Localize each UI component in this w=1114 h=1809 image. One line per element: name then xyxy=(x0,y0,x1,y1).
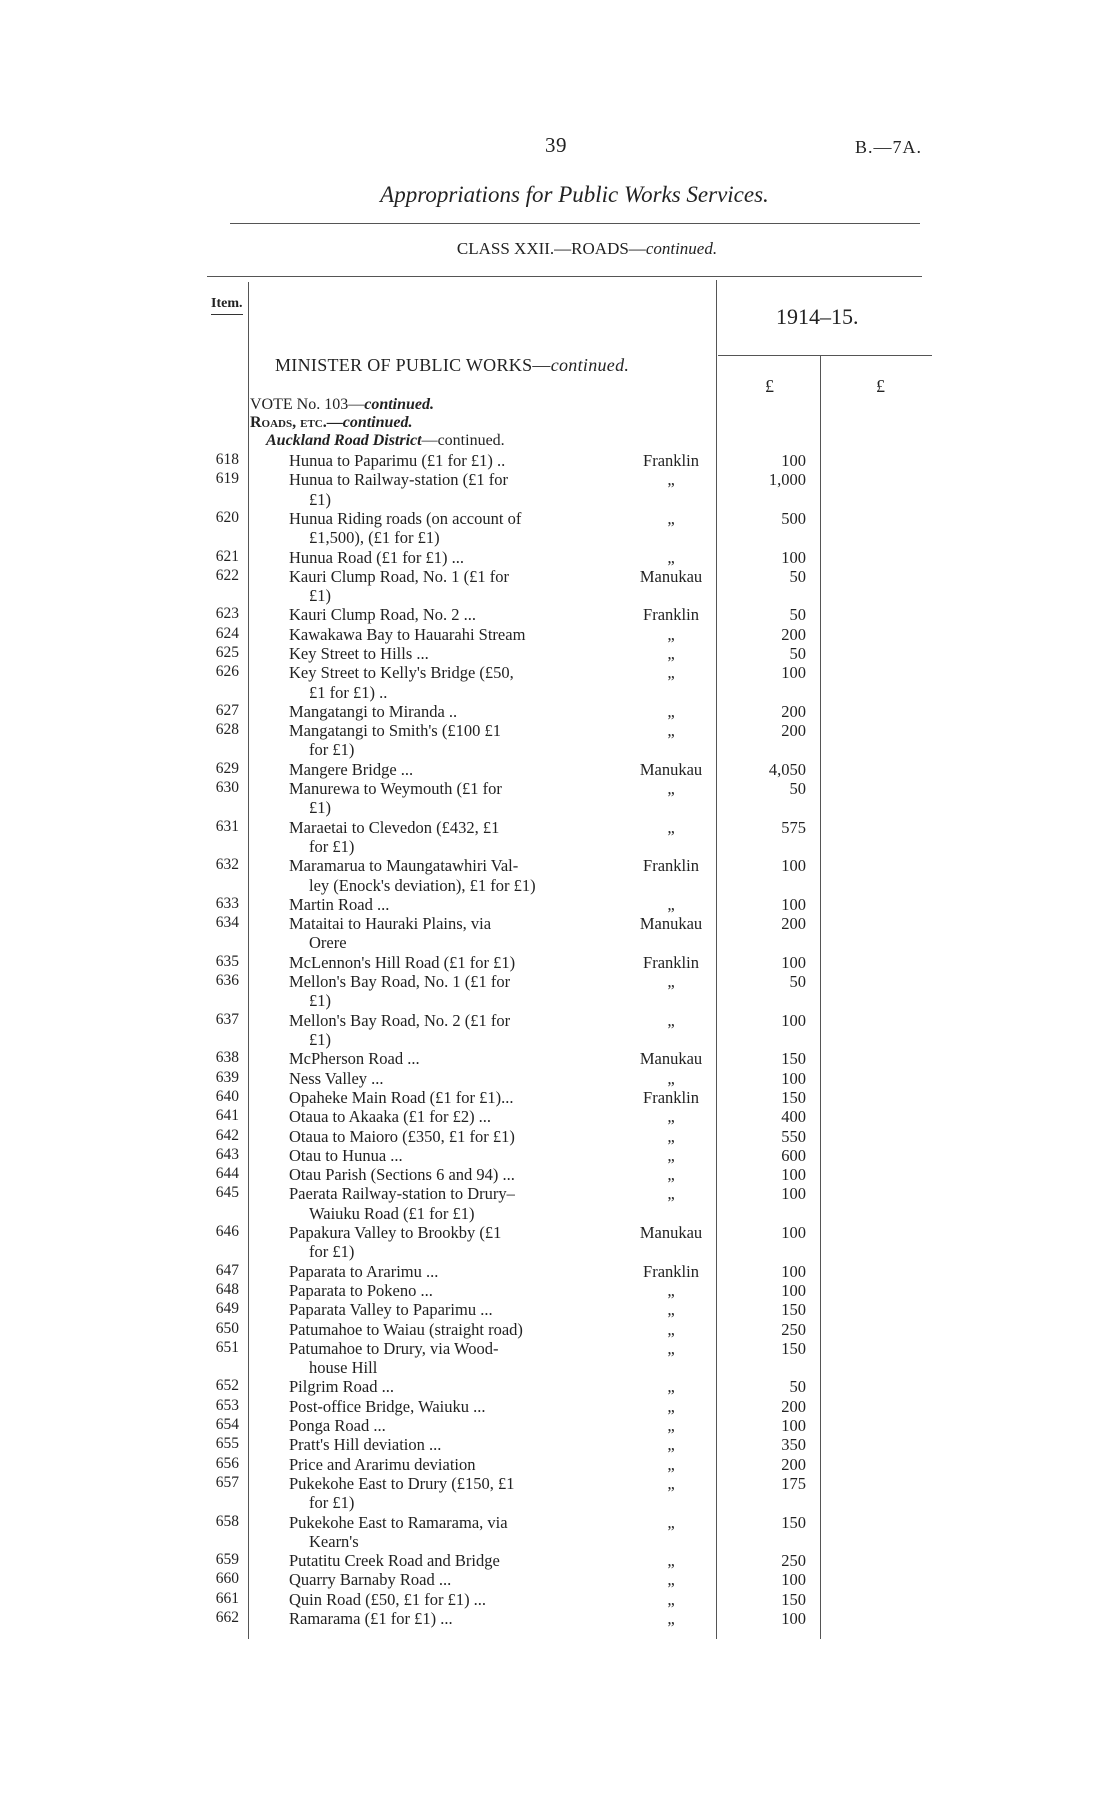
item-number: 658 xyxy=(215,1512,239,1530)
road-description xyxy=(289,1300,584,1319)
item-number: 634 xyxy=(215,914,239,932)
description-line-1: Kauri Clump Road, No. 1 (£1 for xyxy=(289,566,509,586)
district-name: „ xyxy=(667,1068,675,1088)
description-line-1: Kauri Clump Road, No. 2 ... xyxy=(289,605,476,625)
road-description xyxy=(289,1320,584,1339)
district-name: „ xyxy=(667,701,675,721)
item-number: 652 xyxy=(215,1377,239,1395)
district-name: „ xyxy=(667,663,675,683)
road-description xyxy=(289,1184,584,1223)
amount-value: 100 xyxy=(781,894,806,914)
description-line-1: Pukekohe East to Ramarama, via xyxy=(289,1512,508,1532)
description-line-1: Martin Road ... xyxy=(289,894,390,914)
amount-value: 150 xyxy=(781,1589,806,1609)
item-number: 632 xyxy=(215,856,239,874)
amount-value: 575 xyxy=(781,817,806,837)
district-heading-main: Auckland Road District xyxy=(266,432,422,449)
description-line-2: for £1) xyxy=(309,1242,355,1262)
amount-column-divider xyxy=(820,355,821,1639)
amount-value: 100 xyxy=(781,952,806,972)
road-description xyxy=(289,1339,584,1378)
road-description xyxy=(289,702,584,721)
description-line-1: Pratt's Hill deviation ... xyxy=(289,1435,442,1455)
description-line-1: Paparata Valley to Paparimu ... xyxy=(289,1300,493,1320)
road-description xyxy=(289,972,584,1011)
amount-value: 50 xyxy=(789,605,806,625)
item-column-divider xyxy=(248,282,249,1639)
item-number: 642 xyxy=(215,1126,239,1144)
district-name: Manukau xyxy=(639,566,703,586)
district-name: „ xyxy=(667,1300,675,1320)
item-number: 637 xyxy=(215,1010,239,1028)
item-number: 648 xyxy=(215,1280,239,1298)
description-line-1: McPherson Road ... xyxy=(289,1049,420,1069)
item-number: 660 xyxy=(215,1570,239,1588)
currency-symbol-2: £ xyxy=(876,376,885,396)
district-name: „ xyxy=(667,508,675,528)
item-number: 661 xyxy=(215,1589,239,1607)
description-line-1: Mataitai to Hauraki Plains, via xyxy=(289,914,492,934)
class-heading xyxy=(0,239,1114,259)
district-name: „ xyxy=(667,470,675,490)
amount-value: 50 xyxy=(789,1377,806,1397)
description-line-1: Mangatangi to Smith's (£100 £1 xyxy=(289,721,501,741)
roads-heading xyxy=(250,414,413,432)
district-name: „ xyxy=(667,1473,675,1493)
road-description xyxy=(289,1069,584,1088)
description-line-1: Opaheke Main Road (£1 for £1)... xyxy=(289,1087,514,1107)
year-rule xyxy=(718,355,932,356)
amount-value: 50 xyxy=(789,566,806,586)
road-description xyxy=(289,953,584,972)
item-number: 635 xyxy=(215,952,239,970)
road-description xyxy=(289,1397,584,1416)
description-line-1: McLennon's Hill Road (£1 for £1) xyxy=(289,952,516,972)
road-description xyxy=(289,470,584,509)
roads-heading-suffix: continued. xyxy=(342,414,413,431)
amount-value: 1,000 xyxy=(768,470,806,490)
item-number: 629 xyxy=(215,759,239,777)
district-name: Franklin xyxy=(643,952,699,972)
district-name: „ xyxy=(667,779,675,799)
description-line-1: Quarry Barnaby Road ... xyxy=(289,1570,452,1590)
item-number: 640 xyxy=(215,1087,239,1105)
road-description xyxy=(289,1088,584,1107)
description-line-1: Kawakawa Bay to Hauarahi Stream xyxy=(289,624,526,644)
road-description xyxy=(289,1513,584,1552)
minister-heading xyxy=(275,355,629,376)
district-name: „ xyxy=(667,817,675,837)
description-line-2: £1) xyxy=(309,586,331,606)
road-description xyxy=(289,1281,584,1300)
road-description xyxy=(289,1416,584,1435)
item-number: 630 xyxy=(215,779,239,797)
district-name: „ xyxy=(667,1145,675,1165)
item-number: 659 xyxy=(215,1551,239,1569)
description-line-2: £1 for £1) .. xyxy=(309,682,388,702)
item-number: 641 xyxy=(215,1107,239,1125)
road-description xyxy=(289,1011,584,1050)
district-name: „ xyxy=(667,1010,675,1030)
district-name: Manukau xyxy=(639,1049,703,1069)
road-description xyxy=(289,1262,584,1281)
district-name: Franklin xyxy=(643,605,699,625)
amount-value: 150 xyxy=(781,1338,806,1358)
description-line-2: £1) xyxy=(309,489,331,509)
item-number: 657 xyxy=(215,1473,239,1491)
description-line-1: Mangatangi to Miranda .. xyxy=(289,701,458,721)
description-line-1: Maramarua to Maungatawhiri Val- xyxy=(289,856,519,876)
road-description xyxy=(289,818,584,857)
road-description xyxy=(289,856,584,895)
road-description xyxy=(289,644,584,663)
district-name: Manukau xyxy=(639,914,703,934)
district-name: „ xyxy=(667,644,675,663)
description-line-1: Quin Road (£50, £1 for £1) ... xyxy=(289,1589,487,1609)
item-number: 631 xyxy=(215,817,239,835)
district-name: „ xyxy=(667,547,675,567)
item-number: 646 xyxy=(215,1223,239,1240)
district-heading-suffix: —continued. xyxy=(421,432,505,449)
district-name: „ xyxy=(667,1551,675,1571)
amount-value: 200 xyxy=(781,624,806,644)
item-number: 618 xyxy=(215,451,239,468)
amount-value: 100 xyxy=(781,1010,806,1030)
item-number: 623 xyxy=(215,605,239,623)
paper-reference: B.—7A. xyxy=(855,137,923,157)
amount-value: 4,050 xyxy=(768,759,806,779)
currency-symbol-1: £ xyxy=(765,376,774,396)
item-number: 643 xyxy=(215,1145,239,1163)
item-number: 654 xyxy=(215,1416,239,1433)
description-line-2: Kearn's xyxy=(309,1531,359,1551)
class-heading-suffix: continued. xyxy=(645,239,718,258)
description-line-1: Otaua to Akaaka (£1 for £2) ... xyxy=(289,1107,492,1127)
amount-value: 100 xyxy=(781,663,806,683)
description-line-1: Manurewa to Weymouth (£1 for xyxy=(289,779,502,799)
district-name: „ xyxy=(667,1338,675,1358)
item-number: 650 xyxy=(215,1319,239,1337)
description-line-1: Hunua Riding roads (on account of xyxy=(289,508,522,528)
description-line-2: for £1) xyxy=(309,1493,355,1513)
amount-value: 200 xyxy=(781,1454,806,1474)
table-top-rule xyxy=(207,276,922,277)
minister-heading-main: MINISTER OF PUBLIC WORKS— xyxy=(275,355,551,375)
amount-value: 400 xyxy=(781,1107,806,1127)
item-number: 625 xyxy=(215,644,239,661)
amount-value: 100 xyxy=(781,1609,806,1628)
item-number: 628 xyxy=(215,721,239,739)
road-description xyxy=(289,451,584,470)
amount-value: 100 xyxy=(781,1570,806,1590)
item-number: 662 xyxy=(215,1609,239,1626)
description-line-2: £1) xyxy=(309,991,331,1011)
amount-value: 200 xyxy=(781,1396,806,1416)
item-number: 649 xyxy=(215,1300,239,1318)
road-description xyxy=(289,1435,584,1454)
amount-value: 100 xyxy=(781,1223,806,1242)
description-line-2: for £1) xyxy=(309,740,355,760)
item-number: 645 xyxy=(215,1184,239,1202)
amount-value: 100 xyxy=(781,1416,806,1435)
district-name: „ xyxy=(667,624,675,644)
item-number: 627 xyxy=(215,701,239,719)
road-description xyxy=(289,1107,584,1126)
amount-value: 150 xyxy=(781,1087,806,1107)
district-heading xyxy=(266,432,505,450)
description-line-2: £1) xyxy=(309,798,331,818)
item-number: 626 xyxy=(215,663,239,681)
description-line-1: Key Street to Kelly's Bridge (£50, xyxy=(289,663,514,683)
district-name: „ xyxy=(667,1396,675,1416)
description-line-1: Hunua to Railway-station (£1 for xyxy=(289,470,509,490)
year-column-header: 1914–15. xyxy=(776,304,859,329)
item-number: 619 xyxy=(215,470,239,488)
description-line-1: Price and Ararimu deviation xyxy=(289,1454,476,1474)
amount-value: 100 xyxy=(781,1068,806,1088)
amount-value: 100 xyxy=(781,1165,806,1185)
district-name: „ xyxy=(667,721,675,741)
amount-value: 175 xyxy=(781,1473,806,1493)
district-name: Franklin xyxy=(643,1261,699,1281)
description-line-1: Mangere Bridge ... xyxy=(289,759,414,779)
district-name: „ xyxy=(667,1319,675,1339)
description-line-2: £1) xyxy=(309,1029,331,1049)
description-line-1: Paerata Railway-station to Drury– xyxy=(289,1184,515,1204)
road-description xyxy=(289,760,584,779)
district-name: Franklin xyxy=(643,451,699,470)
description-line-1: Pukekohe East to Drury (£150, £1 xyxy=(289,1473,515,1493)
road-description xyxy=(289,567,584,606)
amount-value: 200 xyxy=(781,721,806,741)
road-description xyxy=(289,1223,584,1262)
amount-value: 350 xyxy=(781,1435,806,1455)
vote-heading xyxy=(250,396,434,414)
amount-value: 100 xyxy=(781,856,806,876)
amount-value: 100 xyxy=(781,1184,806,1204)
description-line-2: £1,500), (£1 for £1) xyxy=(309,528,440,548)
district-name: „ xyxy=(667,1107,675,1127)
amount-value: 150 xyxy=(781,1300,806,1320)
description-line-2: Waiuku Road (£1 for £1) xyxy=(309,1203,475,1223)
road-description xyxy=(289,625,584,644)
description-line-1: Key Street to Hills ... xyxy=(289,644,429,663)
district-name: „ xyxy=(667,972,675,992)
district-name: „ xyxy=(667,1589,675,1609)
item-number: 638 xyxy=(215,1049,239,1067)
district-name: Franklin xyxy=(643,1087,699,1107)
page-title: Appropriations for Public Works Services. xyxy=(380,182,769,207)
district-name: „ xyxy=(667,1165,675,1185)
road-description xyxy=(289,509,584,548)
road-description xyxy=(289,895,584,914)
description-line-1: Mellon's Bay Road, No. 1 (£1 for xyxy=(289,972,511,992)
amount-value: 250 xyxy=(781,1319,806,1339)
amount-value: 200 xyxy=(781,914,806,934)
item-number: 639 xyxy=(215,1068,239,1086)
district-name: Franklin xyxy=(643,856,699,876)
amount-value: 500 xyxy=(781,508,806,528)
road-description xyxy=(289,1146,584,1165)
description-line-1: Otaua to Maioro (£350, £1 for £1) xyxy=(289,1126,515,1146)
vote-heading-suffix: continued. xyxy=(364,396,435,413)
amount-value: 100 xyxy=(781,547,806,567)
district-name: Manukau xyxy=(639,1223,703,1242)
item-number: 653 xyxy=(215,1396,239,1414)
amount-value: 550 xyxy=(781,1126,806,1146)
district-name: „ xyxy=(667,1377,675,1397)
description-line-1: Putatitu Creek Road and Bridge xyxy=(289,1551,500,1571)
road-description xyxy=(289,1590,584,1609)
road-description xyxy=(289,1127,584,1146)
item-number: 636 xyxy=(215,972,239,990)
minister-heading-suffix: continued. xyxy=(550,355,630,375)
district-name: „ xyxy=(667,1454,675,1474)
road-description xyxy=(289,548,584,567)
district-name: „ xyxy=(667,1609,675,1628)
road-description xyxy=(289,1377,584,1396)
amount-value: 150 xyxy=(781,1049,806,1069)
district-name: „ xyxy=(667,1184,675,1204)
page-number: 39 xyxy=(545,133,567,157)
item-number: 655 xyxy=(215,1435,239,1453)
amount-value: 100 xyxy=(781,451,806,470)
item-number: 633 xyxy=(215,894,239,912)
description-line-1: Patumahoe to Drury, via Wood- xyxy=(289,1338,499,1358)
district-name: „ xyxy=(667,1435,675,1455)
roads-heading-main: Roads, etc.— xyxy=(250,414,343,431)
vote-heading-main: VOTE No. 103— xyxy=(250,396,365,413)
road-description xyxy=(289,1609,584,1628)
description-line-1: Hunua to Paparimu (£1 for £1) .. xyxy=(289,451,506,470)
road-description xyxy=(289,605,584,624)
road-description xyxy=(289,663,584,702)
district-name: „ xyxy=(667,1280,675,1300)
road-description xyxy=(289,1474,584,1513)
item-number: 622 xyxy=(215,566,239,584)
description-line-1: Paparata to Pokeno ... xyxy=(289,1280,433,1300)
district-name: Manukau xyxy=(639,759,703,779)
description-line-1: Otau Parish (Sections 6 and 94) ... xyxy=(289,1165,515,1185)
description-line-2: house Hill xyxy=(309,1358,378,1378)
class-heading-main: CLASS XXII.—ROADS— xyxy=(456,239,646,258)
amount-value: 250 xyxy=(781,1551,806,1571)
road-description xyxy=(289,1551,584,1570)
amount-value: 150 xyxy=(781,1512,806,1532)
item-number: 624 xyxy=(215,624,239,642)
road-description xyxy=(289,1165,584,1184)
description-line-1: Otau to Hunua ... xyxy=(289,1145,403,1165)
item-number: 656 xyxy=(215,1454,239,1472)
description-line-1: Patumahoe to Waiau (straight road) xyxy=(289,1319,523,1339)
road-description xyxy=(289,721,584,760)
item-number: 620 xyxy=(215,508,239,526)
description-line-2: Orere xyxy=(309,933,347,953)
district-name: „ xyxy=(667,894,675,914)
road-description xyxy=(289,1570,584,1589)
description-line-2: for £1) xyxy=(309,836,355,856)
road-description xyxy=(289,1049,584,1068)
item-number: 651 xyxy=(215,1338,239,1356)
item-number: 647 xyxy=(215,1261,239,1279)
description-line-1: Ponga Road ... xyxy=(289,1416,386,1435)
description-line-2: ley (Enock's deviation), £1 for £1) xyxy=(309,875,536,895)
amount-value: 100 xyxy=(781,1280,806,1300)
district-name: „ xyxy=(667,1570,675,1590)
road-description xyxy=(289,779,584,818)
description-line-1: Mellon's Bay Road, No. 2 (£1 for xyxy=(289,1010,511,1030)
district-name: „ xyxy=(667,1126,675,1146)
title-rule xyxy=(230,223,920,224)
amount-value: 50 xyxy=(789,779,806,799)
description-line-1: Ness Valley ... xyxy=(289,1068,384,1088)
description-line-1: Maraetai to Clevedon (£432, £1 xyxy=(289,817,500,837)
item-number: 644 xyxy=(215,1165,239,1183)
description-line-1: Papakura Valley to Brookby (£1 xyxy=(289,1223,502,1242)
description-line-1: Hunua Road (£1 for £1) ... xyxy=(289,547,465,567)
description-line-1: Post-office Bridge, Waiuku ... xyxy=(289,1396,486,1416)
amount-value: 600 xyxy=(781,1145,806,1165)
district-name: „ xyxy=(667,1512,675,1532)
amount-value: 50 xyxy=(789,644,806,663)
amount-value: 200 xyxy=(781,701,806,721)
road-description xyxy=(289,1455,584,1474)
description-line-1: Paparata to Ararimu ... xyxy=(289,1261,439,1281)
item-column-header: Item. xyxy=(211,296,243,315)
district-name: „ xyxy=(667,1416,675,1435)
amount-value: 100 xyxy=(781,1261,806,1281)
description-line-1: Pilgrim Road ... xyxy=(289,1377,394,1397)
road-description xyxy=(289,914,584,953)
amount-value: 50 xyxy=(789,972,806,992)
description-line-1: Ramarama (£1 for £1) ... xyxy=(289,1609,453,1628)
item-number: 621 xyxy=(215,547,239,565)
